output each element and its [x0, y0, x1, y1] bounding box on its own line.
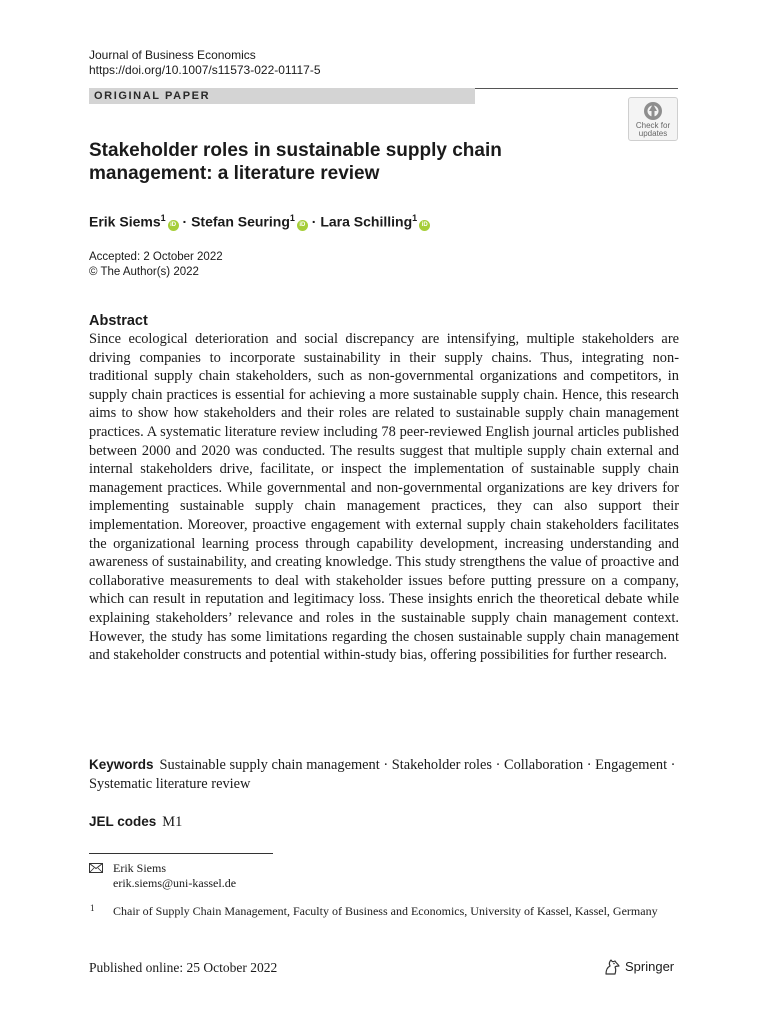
author-name[interactable]: Stefan Seuring [191, 213, 290, 230]
jel-codes-label: JEL codes [89, 814, 157, 829]
orcid-icon[interactable]: iD [297, 220, 308, 231]
author-name[interactable]: Lara Schilling [320, 213, 413, 230]
author-affiliation-ref: 1 [160, 213, 166, 223]
keywords-section [89, 755, 679, 794]
check-updates-line1: Check for [635, 121, 671, 130]
jel-codes-value: M1 [162, 814, 183, 830]
keywords-text: Sustainable supply chain management · Stakeholder roles · Collaboration · Engagement · Systematic literature review [89, 757, 676, 792]
doi-link[interactable]: https://doi.org/10.1007/s11573-022-01117-5 [89, 63, 321, 77]
article-dates [89, 250, 223, 280]
check-for-updates-icon [643, 101, 663, 121]
keywords-label: Keywords [89, 757, 154, 772]
published-online-date: Published online: 25 October 2022 [89, 960, 278, 975]
mail-icon [89, 863, 103, 873]
journal-header [89, 48, 321, 78]
article-title: Stakeholder roles in sustainable supply chain management: a literature review [89, 140, 502, 184]
corresponding-author-name: Erik Siems [113, 861, 166, 875]
check-for-updates-badge[interactable] [628, 97, 678, 141]
article-type-label: ORIGINAL PAPER [94, 90, 211, 102]
springer-horse-icon [603, 959, 621, 975]
jel-codes-section [89, 812, 182, 832]
author-list [89, 209, 430, 231]
author-affiliation-ref: 1 [289, 213, 295, 223]
author-separator: · [311, 213, 317, 230]
author-affiliation-ref: 1 [412, 213, 418, 223]
affiliation-number: 1 [90, 903, 95, 913]
author-separator: · [182, 213, 188, 230]
orcid-icon[interactable]: iD [168, 220, 179, 231]
check-for-updates-text [629, 122, 677, 138]
journal-name: Journal of Business Economics [89, 48, 256, 62]
footnote-rule [89, 853, 273, 854]
copyright-line: © The Author(s) 2022 [89, 266, 199, 278]
header-rule [475, 88, 678, 89]
accepted-date: Accepted: 2 October 2022 [89, 251, 223, 263]
abstract-text: Since ecological deterioration and social discrepancy are intensifying, multiple stakeholders are driving companies to incorporate sustainability in their supply chains. Thus, integrating non-traditional supply chain stakeholders, such as non-governmental organizations and competitors, in supply chain practices is essential for achieving a more sustainable supply chain. Hence, this research aims to show how stakeholders and their roles are related to sustainable supply chain management practices. A systematic literature review including 78 peer-reviewed English journal articles published between 2000 and 2020 was conducted. The results suggest that multiple supply chain external and internal stakeholders drive, facilitate, or inspect the implementation of sustainable supply chain management practices. While governmental and non-governmental organizations are key drivers for implementing sustainable supply chain management practices, they can also support their implementation. Moreover, proactive engagement with external supply chain stakeholders facilitates the organizational learning process through capability development, increasing understanding and awareness of sustainability, and creating knowledge. This study strengthens the value of proactive and collaborative measurements to deal with stakeholder issues before putting pressure on a company, which can result in reputation and legitimacy loss. These insights enrich the theoretical debate while explaining stakeholders’ relevance and roles in the sustainable supply chain management context. However, the study has some limitations regarding the chosen sustainable supply chain management and stakeholder constructs and potential within-study bias, offering possibilities for further research. [89, 331, 679, 664]
corresponding-author-email[interactable]: erik.siems@uni-kassel.de [113, 876, 237, 890]
affiliation-text: Chair of Supply Chain Management, Faculty of Business and Economics, University of Kassel, Kassel, Germany [113, 904, 658, 918]
publisher-name: Springer [625, 959, 675, 974]
abstract-heading: Abstract [89, 313, 148, 329]
orcid-icon[interactable]: iD [419, 220, 430, 231]
author-name[interactable]: Erik Siems [89, 213, 161, 230]
check-updates-line2: updates [638, 129, 668, 138]
